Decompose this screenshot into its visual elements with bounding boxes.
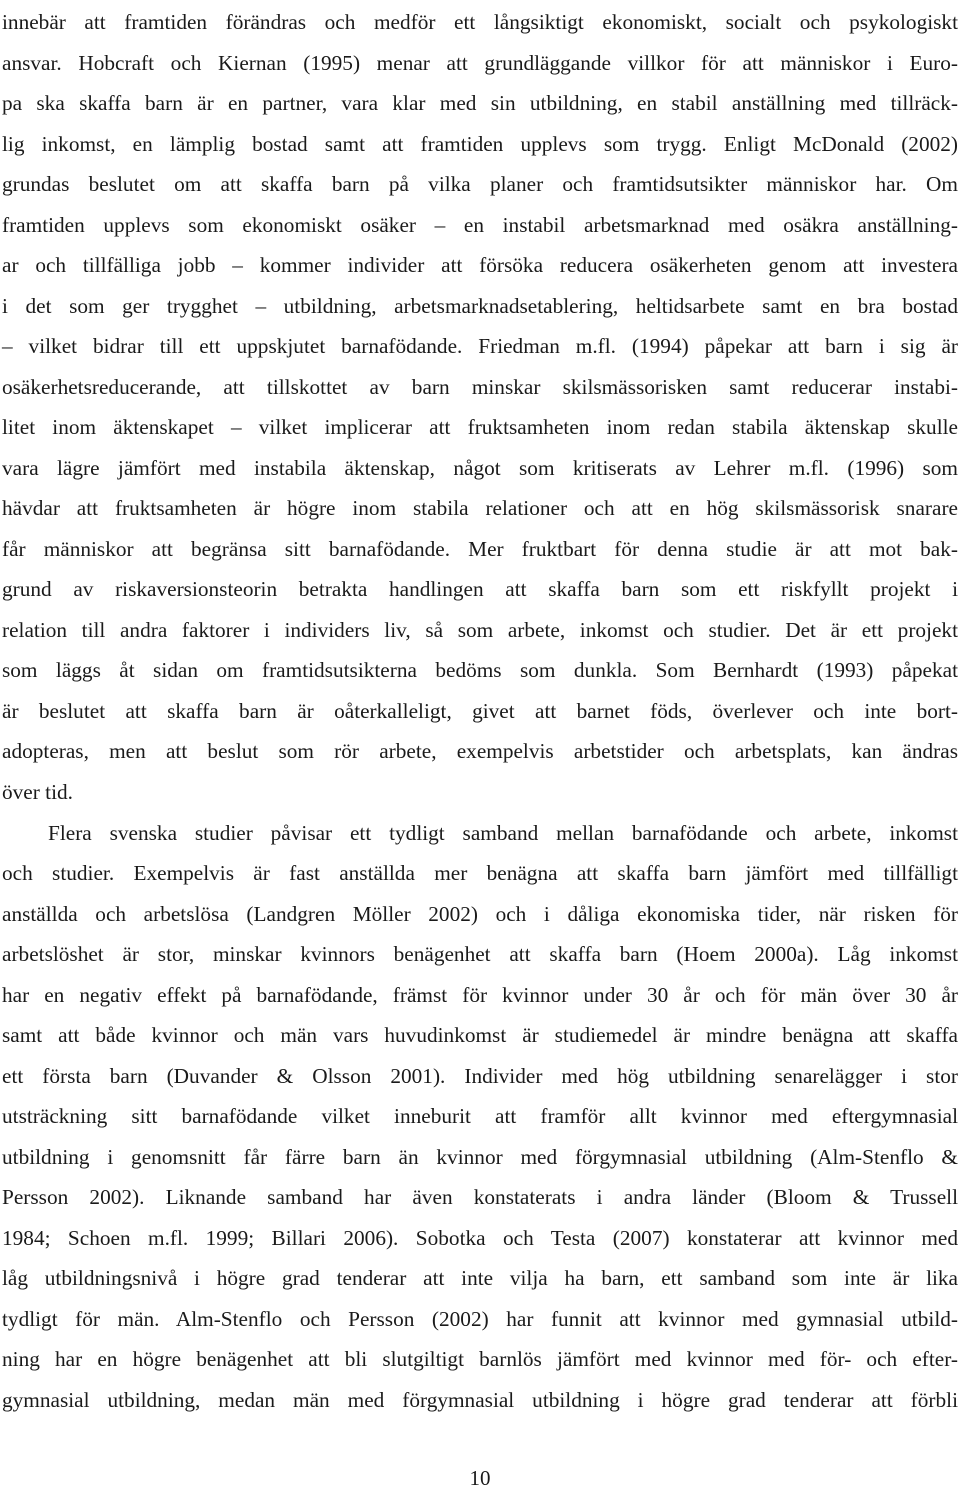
text-line: och studier. Exempelvis är fast anställda mer benägna att skaffa barn jämfört med tillfälligt — [2, 861, 958, 885]
text-line: framtiden upplevs som ekonomiskt osäker – en instabil arbetsmarknad med osäkra anställning- — [2, 213, 958, 237]
text-line: är beslutet att skaffa barn är oåterkalleligt, givet att barnet föds, överlever och inte bort- — [2, 699, 958, 723]
text-line: innebär att framtiden förändras och medför ett långsiktigt ekonomiskt, socialt och psykologiskt — [2, 10, 958, 34]
text-line: 1984; Schoen m.fl. 1999; Billari 2006). Sobotka och Testa (2007) konstaterar att kvinnor med — [2, 1226, 958, 1250]
page-number: 10 — [469, 1466, 491, 1490]
text-line: grundas beslutet om att skaffa barn på vilka planer och framtidsutsikter människor har. Om — [2, 172, 958, 196]
text-line: utsträckning sitt barnafödande vilket inneburit att framför allt kvinnor med eftergymnasial — [2, 1104, 958, 1128]
text-line: i det som ger trygghet – utbildning, arbetsmarknadsetablering, heltidsarbete samt en bra bostad — [2, 294, 958, 318]
text-line: ett första barn (Duvander & Olsson 2001). Individer med hög utbildning senarelägger i stor — [2, 1064, 958, 1088]
text-line: litet inom äktenskapet – vilket implicerar att fruktsamheten inom redan stabila äktenskap skulle — [2, 415, 958, 439]
text-line: grund av riskaversionsteorin betrakta handlingen att skaffa barn som ett riskfyllt projekt i — [2, 577, 958, 601]
text-line: utbildning i genomsnitt får färre barn än kvinnor med förgymnasial utbildning (Alm-Stenflo & — [2, 1145, 958, 1169]
text-line: har en negativ effekt på barnafödande, främst för kvinnor under 30 år och för män över 30 år — [2, 983, 958, 1007]
text-line: över tid. — [2, 780, 73, 804]
text-line: låg utbildningsnivå i högre grad tenderar att inte vilja ha barn, ett samband som inte är lika — [2, 1266, 958, 1290]
text-line: osäkerhetsreducerande, att tillskottet av barn minskar skilsmässorisken samt reducerar instabi- — [2, 375, 958, 399]
text-line: adopteras, men att beslut som rör arbete, exempelvis arbetstider och arbetsplats, kan ändras — [2, 739, 958, 763]
text-line: vara lägre jämfört med instabila äktenskap, något som kritiserats av Lehrer m.fl. (1996) som — [2, 456, 958, 480]
text-line: anställda och arbetslösa (Landgren Möller 2002) och i dåliga ekonomiska tider, när risken för — [2, 902, 958, 926]
text-line: ning har en högre benägenhet att bli slutgiltigt barnlös jämfört med kvinnor med för- och efter- — [2, 1347, 958, 1371]
text-line: gymnasial utbildning, medan män med förgymnasial utbildning i högre grad tenderar att förbli — [2, 1388, 958, 1412]
text-line: som läggs åt sidan om framtidsutsikterna bedöms som dunkla. Som Bernhardt (1993) påpekat — [2, 658, 958, 682]
text-line: Flera svenska studier påvisar ett tydligt samband mellan barnafödande och arbete, inkomst — [48, 821, 958, 845]
text-line: ansvar. Hobcraft och Kiernan (1995) menar att grundläggande villkor för att människor i Euro- — [2, 51, 958, 75]
text-line: samt att både kvinnor och män vars huvudinkomst är studiemedel är mindre benägna att skaffa — [2, 1023, 958, 1047]
text-line: arbetslöshet är stor, minskar kvinnors benägenhet att skaffa barn (Hoem 2000a). Låg inkomst — [2, 942, 958, 966]
text-line: pa ska skaffa barn är en partner, vara klar med sin utbildning, en stabil anställning med tillräck- — [2, 91, 958, 115]
text-line: – vilket bidrar till ett uppskjutet barnafödande. Friedman m.fl. (1994) påpekar att barn i sig är — [2, 334, 958, 358]
text-line: får människor att begränsa sitt barnafödande. Mer fruktbart för denna studie är att mot bak- — [2, 537, 958, 561]
text-line: ar och tillfälliga jobb – kommer individer att försöka reducera osäkerheten genom att investera — [2, 253, 958, 277]
text-line: hävdar att fruktsamheten är högre inom stabila relationer och att en hög skilsmässorisk snarare — [2, 496, 958, 520]
text-line: Persson 2002). Liknande samband har även konstaterats i andra länder (Bloom & Trussell — [2, 1185, 958, 1209]
text-line: lig inkomst, en lämplig bostad samt att framtiden upplevs som trygg. Enligt McDonald (2002) — [2, 132, 958, 156]
text-line: relation till andra faktorer i individers liv, så som arbete, inkomst och studier. Det är ett projekt — [2, 618, 958, 642]
text-line: tydligt för män. Alm-Stenflo och Persson (2002) har funnit att kvinnor med gymnasial utbild- — [2, 1307, 958, 1331]
